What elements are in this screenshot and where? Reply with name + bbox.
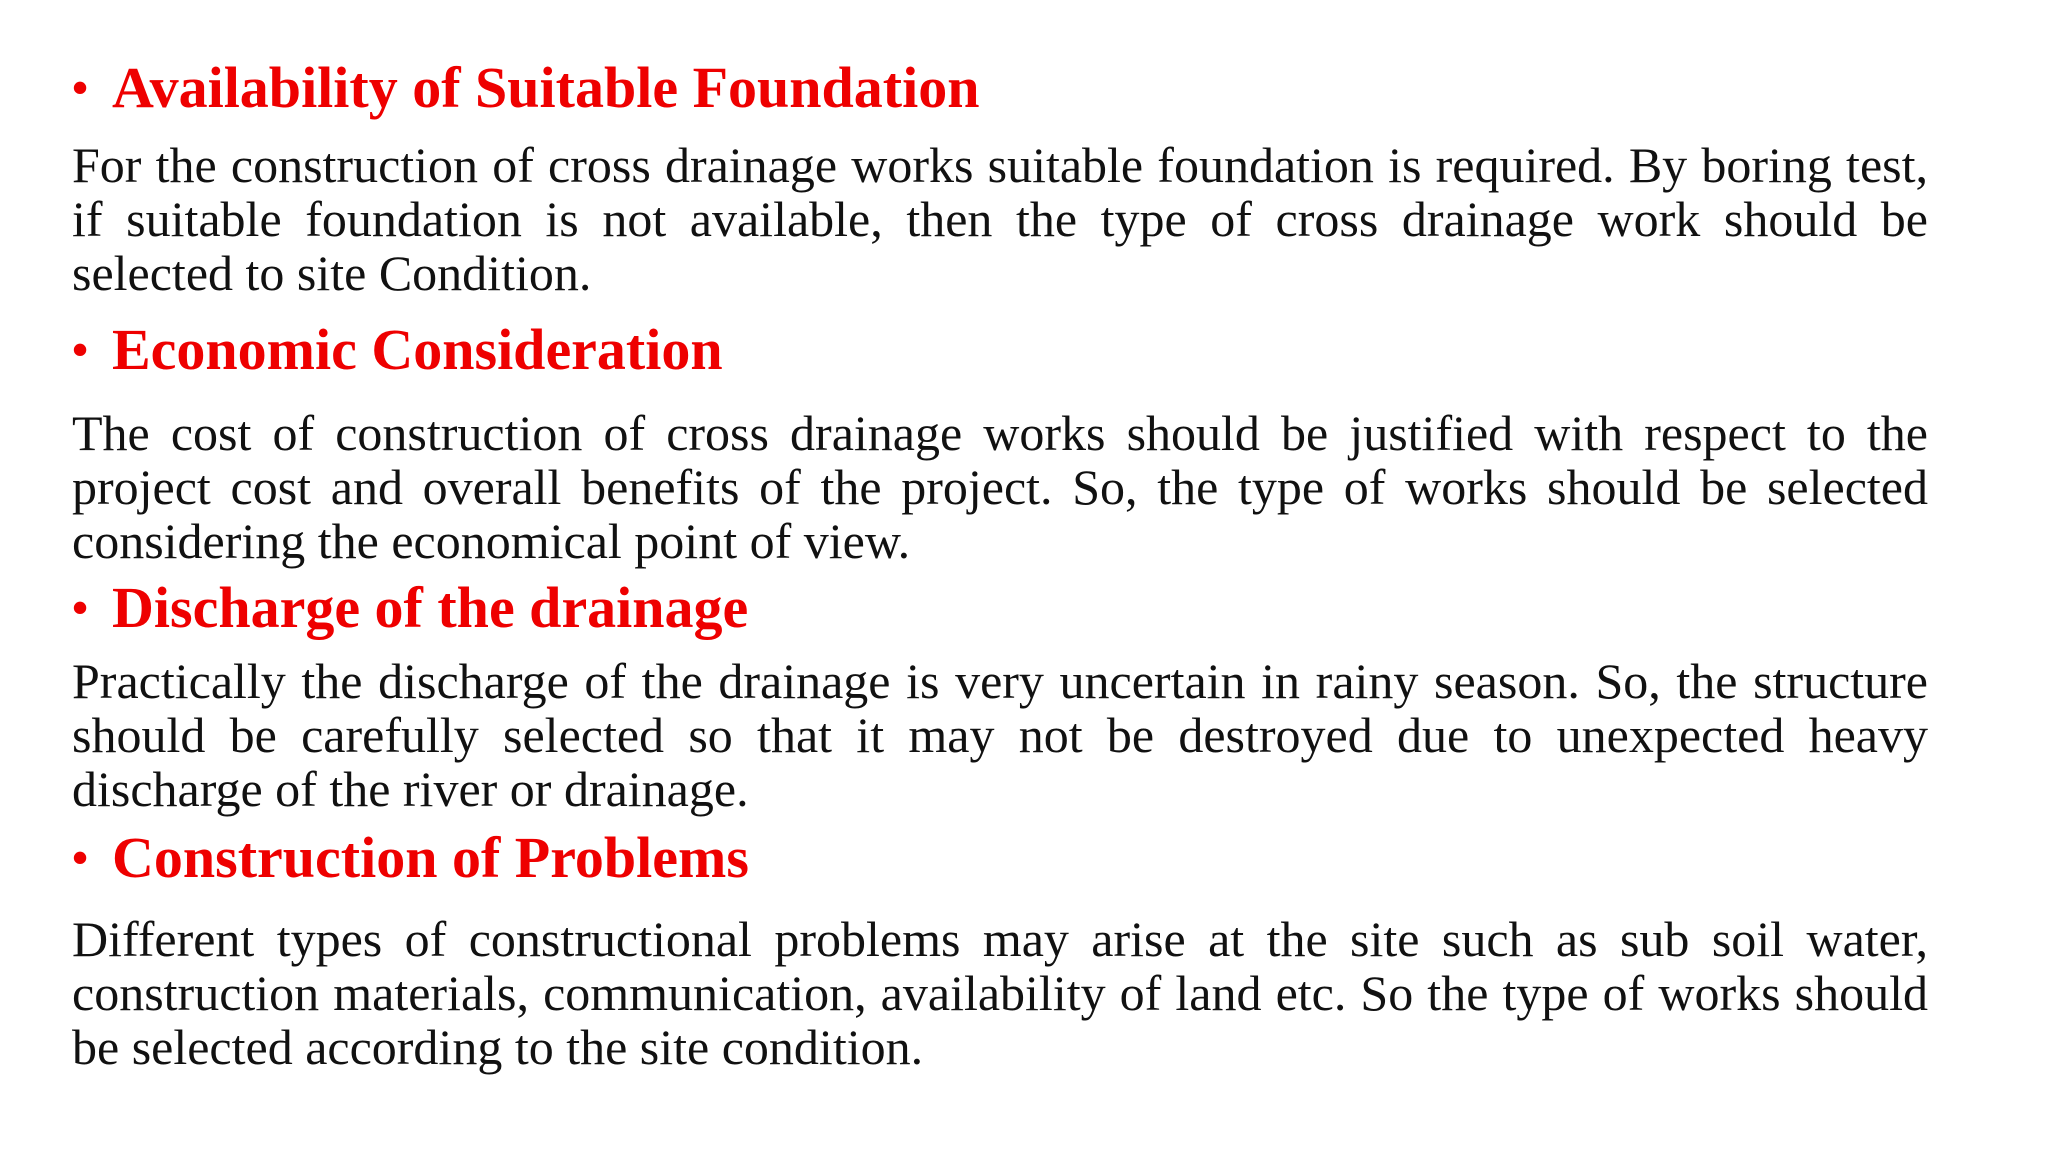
section-heading [72,314,1928,390]
section-title: Construction of Problems [112,825,749,890]
section-discharge-of-drainage [72,572,1928,816]
section-suitable-foundation [72,52,1928,300]
bullet-icon: • [72,582,89,633]
section-construction-problems [72,822,1928,1074]
section-title: Discharge of the drainage [112,575,749,640]
section-heading [72,572,1928,648]
section-body: Different types of constructional problems may arise at the site such as sub soil water, construction materials, communication, availability of land etc. So the type of works should be selected according to the site condition. [72,911,1928,1075]
section-title: Availability of Suitable Foundation [112,55,980,120]
bullet-icon: • [72,832,89,883]
section-title: Economic Consideration [112,317,723,382]
section-body: For the construction of cross drainage works suitable foundation is required. By boring test, if suitable foundation is not available, then the type of cross drainage work should be selected to site Condition. [72,137,1928,301]
section-body: Practically the discharge of the drainage is very uncertain in rainy season. So, the structure should be carefully selected so that it may not be destroyed due to unexpected heavy discharge of the river or drainage. [72,653,1928,817]
bullet-icon: • [72,62,89,113]
bullet-icon: • [72,324,89,375]
section-heading [72,52,1928,128]
section-economic-consideration [72,314,1928,568]
section-body: The cost of construction of cross drainage works should be justified with respect to the project cost and overall benefits of the project. So, the type of works should be selected considering the economical point of view. [72,405,1928,569]
section-heading [72,822,1928,898]
